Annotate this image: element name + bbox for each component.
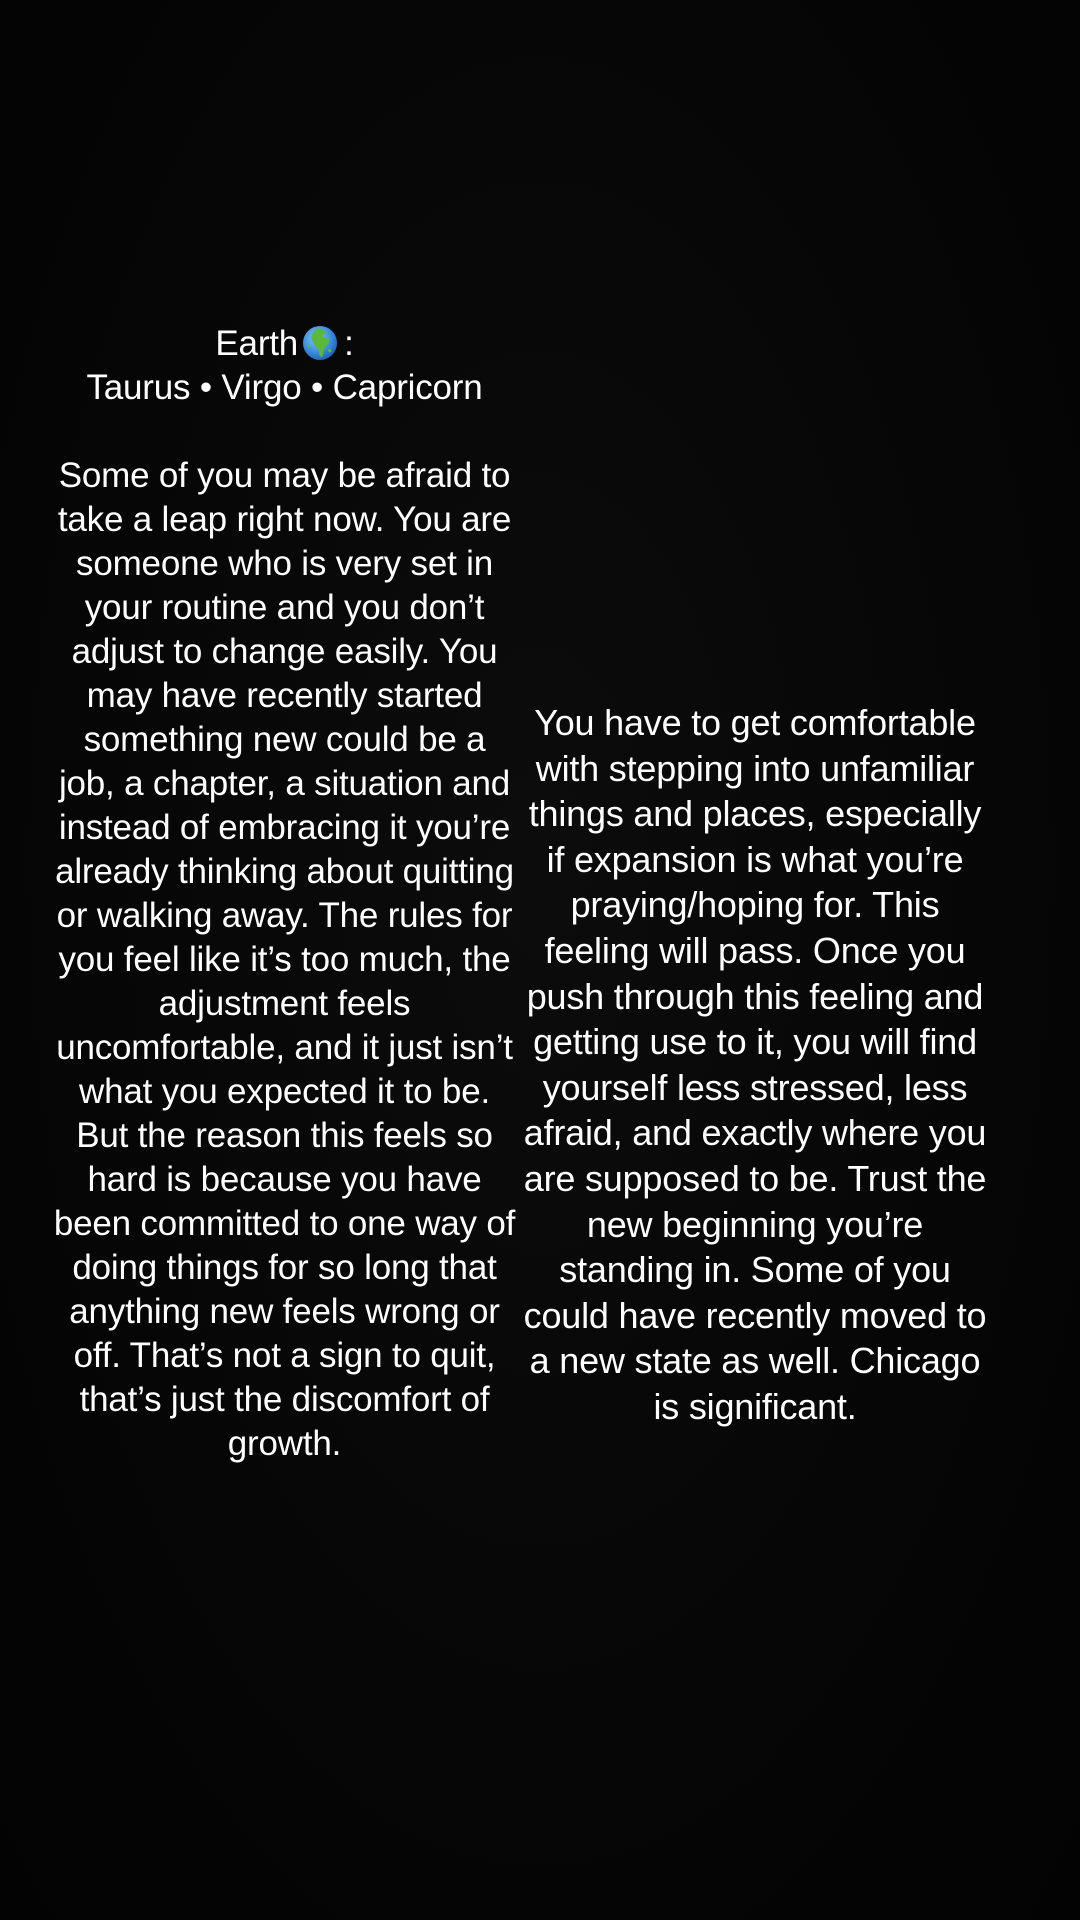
element-heading [52, 322, 517, 366]
zodiac-signs: Taurus • Virgo • Capricorn [86, 368, 483, 407]
right-text-column [520, 700, 990, 1430]
right-paragraph: You have to get comfortable with stepping into unfamiliar things and places, especially if expansion is what you’re praying/hoping for. This feeling will pass. Once you push through this feeling and getting use to it, you will find yourself less stressed, less afraid, and exactly where you are supposed to be. Trust the new beginning you’re standing in. Some of you could have recently moved to a new state as well. Chicago is significant. [523, 702, 987, 1427]
element-title-colon: : [344, 324, 354, 363]
left-text-column [52, 322, 517, 1466]
left-paragraph: Some of you may be afraid to take a leap right now. You are someone who is very set in your routine and you don’t adjust to change easily. You may have recently started something new could be a job, a chapter, a situation and instead of embracing it you’re already thinking about quitting or walking away. The rules for you feel like it’s too much, the adjustment feels uncomfortable, and it just isn’t what you expected it to be. But the reason this feels so hard is because you have been committed to one way of doing things for so long that anything new feels wrong or off. That’s not a sign to quit, that’s just the discomfort of growth. [53, 456, 516, 1463]
spacer [52, 410, 517, 454]
globe-icon [302, 325, 338, 361]
element-title: Earth [215, 324, 299, 363]
